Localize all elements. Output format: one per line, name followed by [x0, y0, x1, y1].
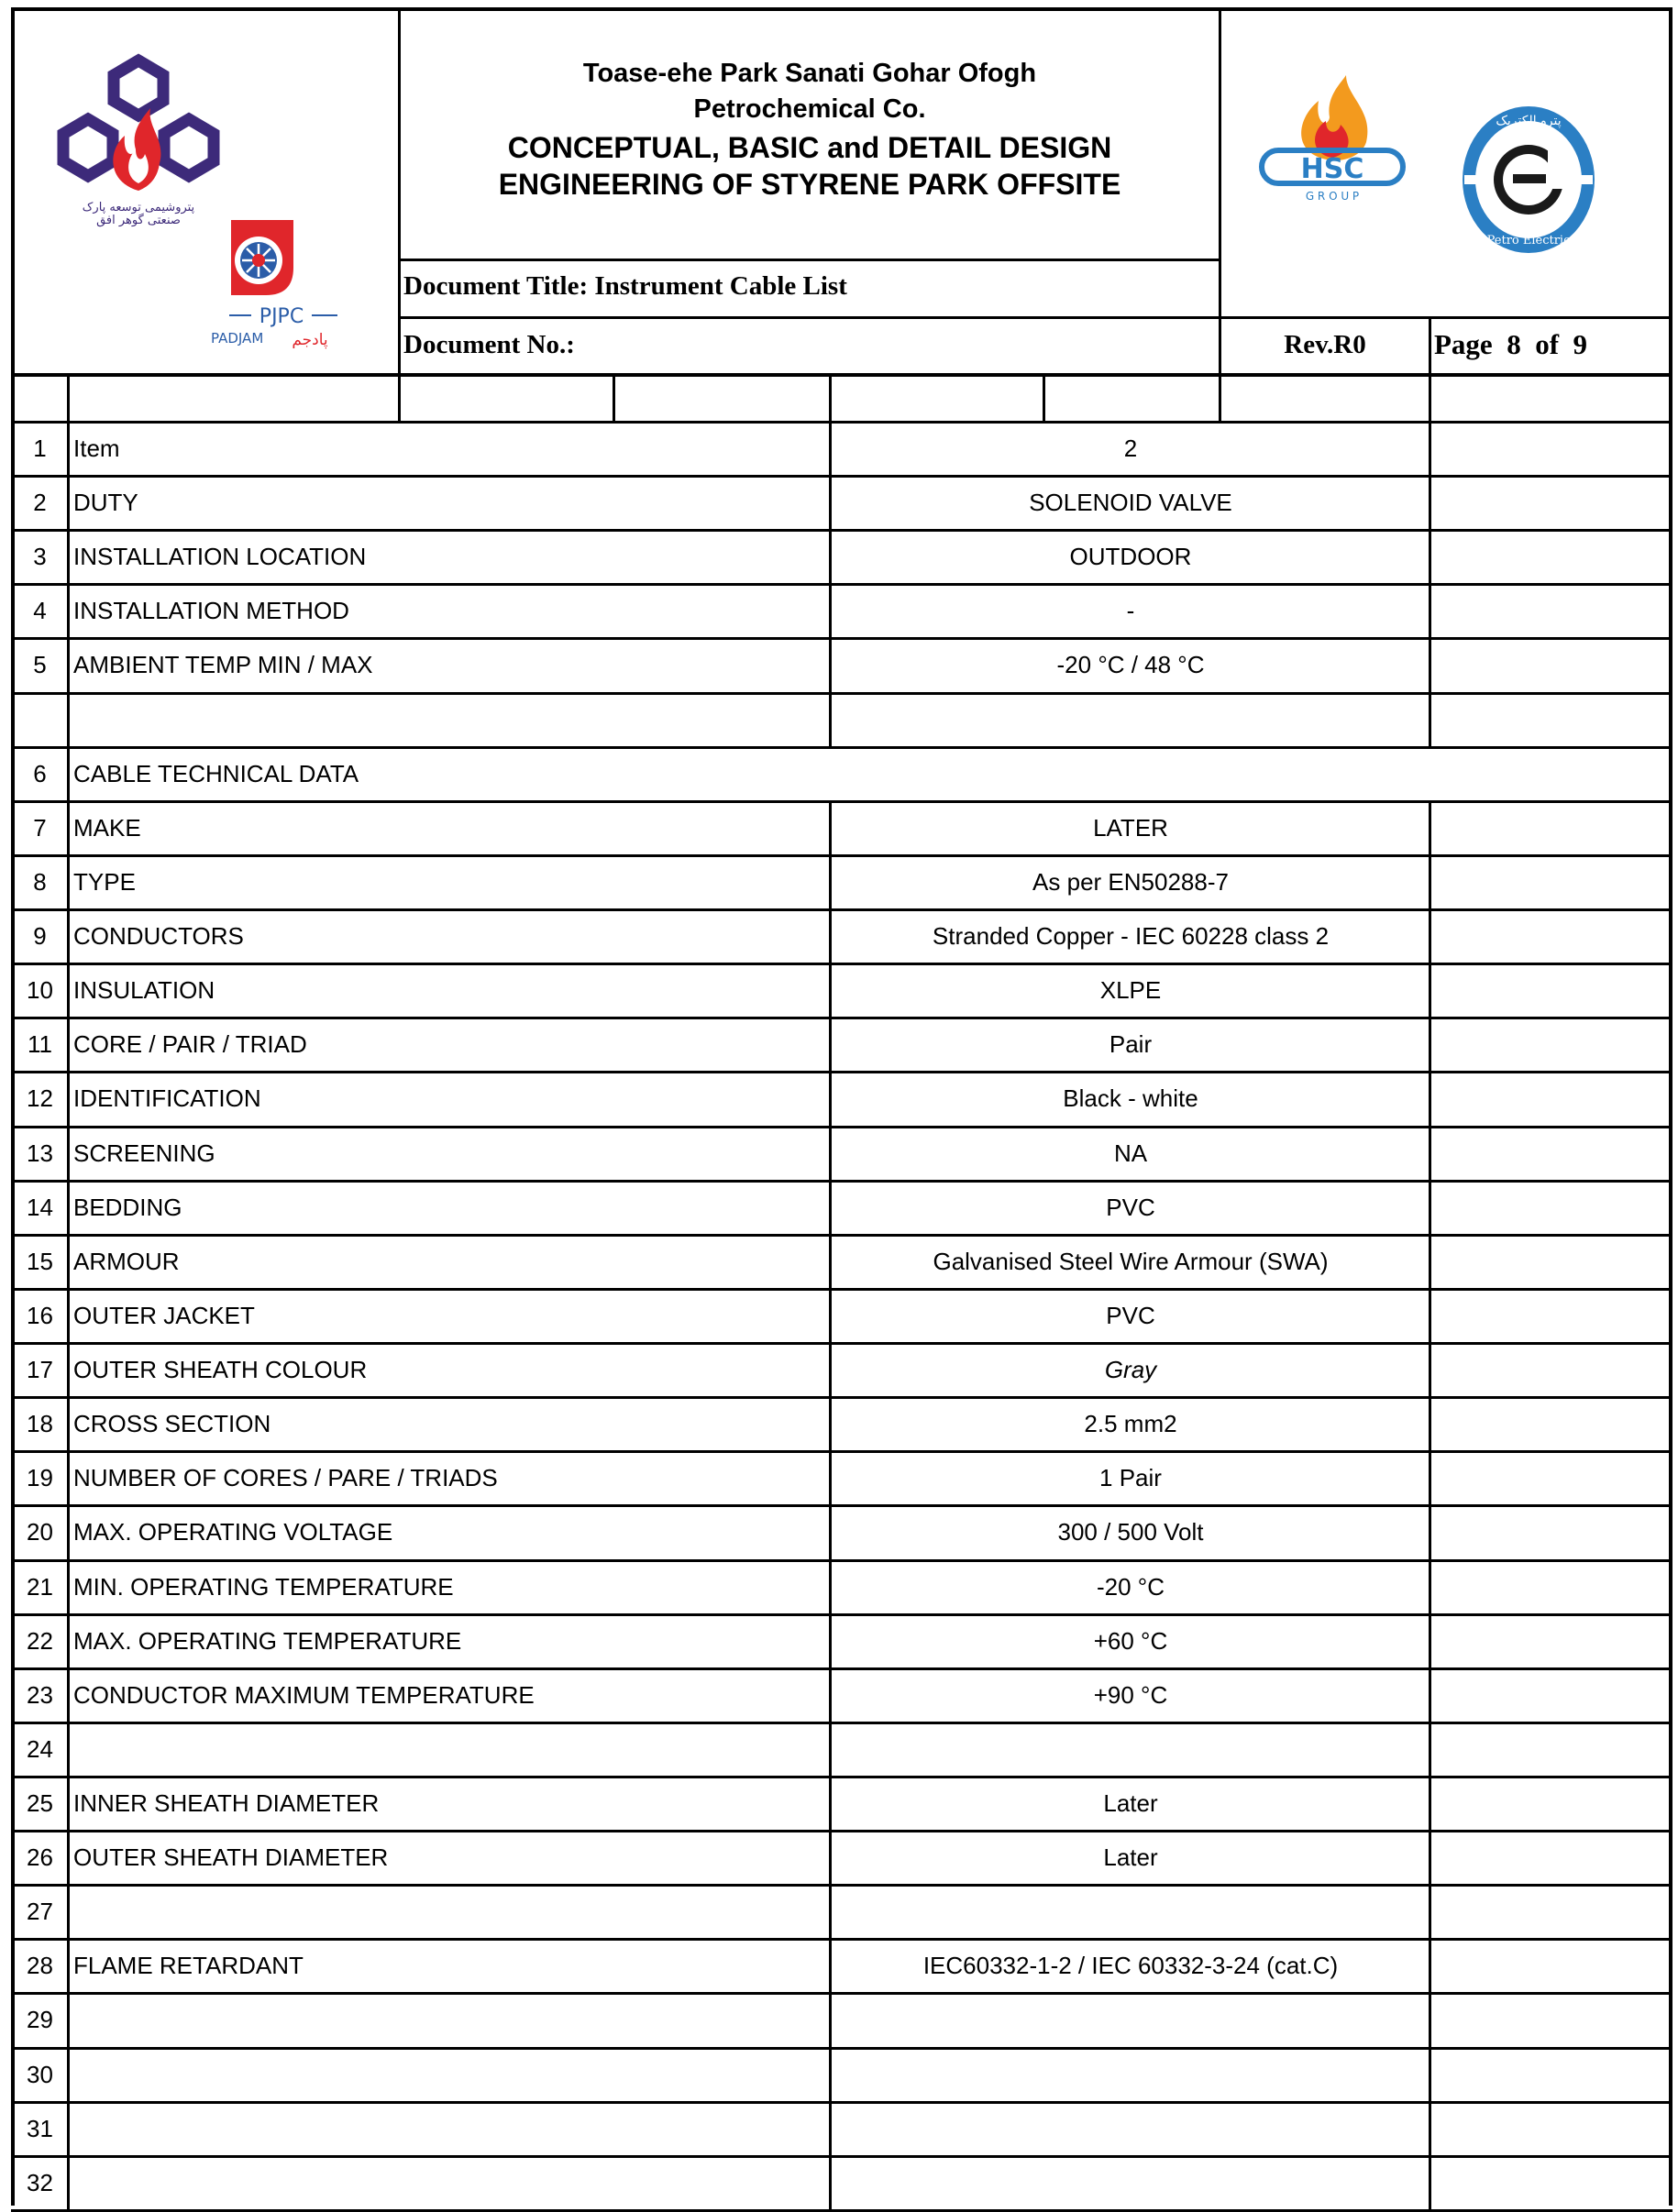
gohar-ofogh-text-1: پتروشیمی توسعه پارک — [82, 201, 195, 215]
padjam-fa-text: پادجم — [292, 331, 328, 349]
row-number: 1 — [33, 435, 47, 462]
row-label: CROSS SECTION — [73, 1410, 271, 1437]
row-number: 12 — [27, 1084, 53, 1112]
row-label: MAX. OPERATING VOLTAGE — [73, 1518, 393, 1546]
row-value: Gray — [1104, 1356, 1157, 1383]
row-label: OUTER SHEATH DIAMETER — [73, 1843, 389, 1871]
row-value: - — [1126, 597, 1135, 624]
row-label: MIN. OPERATING TEMPERATURE — [73, 1573, 454, 1601]
project-title-line2: ENGINEERING OF STYRENE PARK OFFSITE — [498, 168, 1121, 201]
row-number: 22 — [27, 1627, 53, 1655]
row-value: Pair — [1109, 1030, 1153, 1058]
row-number: 31 — [27, 2115, 53, 2142]
row-label: OUTER JACKET — [73, 1302, 255, 1329]
row-number: 26 — [27, 1843, 53, 1871]
row-value: NA — [1113, 1139, 1148, 1167]
row-number: 29 — [27, 2006, 53, 2033]
row-label: SCREENING — [73, 1139, 215, 1167]
document-number: Document No.: — [403, 330, 575, 359]
row-label: CONDUCTOR MAXIMUM TEMPERATURE — [73, 1681, 535, 1709]
row-value: Black - white — [1063, 1084, 1198, 1112]
row-value: PVC — [1106, 1194, 1155, 1221]
row-number: 19 — [27, 1464, 53, 1491]
petro-electric-text: Petro Electric — [1486, 234, 1571, 248]
row-label: INNER SHEATH DIAMETER — [73, 1789, 380, 1817]
row-label: CORE / PAIR / TRIAD — [73, 1030, 307, 1058]
pjpc-text: PJPC — [259, 305, 304, 328]
company-name-line2: Petrochemical Co. — [693, 94, 926, 124]
row-number: 16 — [27, 1302, 53, 1329]
row-label: Item — [73, 435, 120, 462]
row-value: SOLENOID VALVE — [1029, 489, 1232, 516]
petro-electric-logo — [1460, 99, 1597, 259]
row-number: 6 — [33, 760, 47, 787]
row-number: 9 — [33, 922, 47, 950]
row-number: 13 — [27, 1139, 53, 1167]
row-value: -20 °C — [1097, 1573, 1165, 1601]
row-number: 2 — [33, 489, 47, 516]
row-label: MAKE — [73, 814, 141, 842]
row-number: 10 — [27, 976, 53, 1004]
row-number: 21 — [27, 1573, 53, 1601]
row-number: 5 — [33, 651, 47, 678]
row-label: INSULATION — [73, 976, 215, 1004]
row-number: 28 — [27, 1952, 53, 1979]
hsc-group-logo — [1254, 73, 1410, 211]
petro-electric-fa-text: پترو الکتریک — [1496, 114, 1562, 128]
row-number: 3 — [33, 543, 47, 570]
row-number: 27 — [27, 1898, 53, 1925]
row-label: FLAME RETARDANT — [73, 1952, 304, 1979]
row-value: XLPE — [1099, 976, 1162, 1004]
document-title: Document Title: Instrument Cable List — [403, 271, 847, 301]
padjam-text: PADJAM — [211, 330, 264, 347]
row-number: 11 — [28, 1030, 52, 1058]
row-value: As per EN50288-7 — [1032, 868, 1229, 896]
gohar-ofogh-text-2: صنعتی گوهر افق — [96, 214, 181, 227]
hsc-text: HSC — [1300, 153, 1364, 185]
row-label: OUTER SHEATH COLOUR — [73, 1356, 368, 1383]
row-number: 25 — [27, 1789, 53, 1817]
row-label: NUMBER OF CORES / PARE / TRIADS — [73, 1464, 498, 1491]
row-value: 300 / 500 Volt — [1057, 1518, 1204, 1546]
row-number: 4 — [33, 597, 47, 624]
row-value: Stranded Copper - IEC 60228 class 2 — [932, 922, 1330, 950]
row-number: 30 — [27, 2061, 53, 2088]
row-value: Galvanised Steel Wire Armour (SWA) — [933, 1248, 1329, 1275]
row-label: MAX. OPERATING TEMPERATURE — [73, 1627, 462, 1655]
row-number: 8 — [33, 868, 47, 896]
row-label: INSTALLATION METHOD — [73, 597, 349, 624]
project-title-line1: CONCEPTUAL, BASIC and DETAIL DESIGN — [507, 131, 1112, 164]
row-value: IEC60332-1-2 / IEC 60332-3-24 (cat.C) — [922, 1952, 1339, 1979]
row-label: DUTY — [73, 489, 138, 516]
row-value: +60 °C — [1093, 1627, 1168, 1655]
row-label: CONDUCTORS — [73, 922, 244, 950]
row-value: OUTDOOR — [1069, 543, 1192, 570]
row-value: +90 °C — [1093, 1681, 1168, 1709]
revision-label: Rev.R0 — [1284, 330, 1366, 359]
row-number: 23 — [27, 1681, 53, 1709]
page-number: Page 8 of 9 — [1434, 328, 1588, 360]
row-value: LATER — [1093, 814, 1168, 842]
row-value: 1 Pair — [1099, 1464, 1162, 1491]
row-number: 15 — [27, 1248, 53, 1275]
row-value: 2.5 mm2 — [1084, 1410, 1177, 1437]
row-value: PVC — [1106, 1302, 1155, 1329]
row-number: 32 — [27, 2169, 53, 2196]
gohar-ofogh-logo — [51, 53, 226, 227]
row-number: 14 — [27, 1194, 53, 1221]
hsc-group-text: G R O U P — [1305, 190, 1360, 203]
row-number: 24 — [27, 1735, 53, 1763]
row-value: -20 °C / 48 °C — [1056, 651, 1205, 678]
row-label: INSTALLATION LOCATION — [73, 543, 367, 570]
pjpc-padjam-logo — [204, 213, 359, 350]
row-label: IDENTIFICATION — [73, 1084, 261, 1112]
row-number: 20 — [27, 1518, 53, 1546]
row-label: TYPE — [73, 868, 136, 896]
row-number: 17 — [27, 1356, 53, 1383]
row-label: ARMOUR — [73, 1248, 180, 1275]
row-value: Later — [1103, 1843, 1158, 1871]
company-name-line1: Toase-ehe Park Sanati Gohar Ofogh — [582, 59, 1037, 88]
section-title: CABLE TECHNICAL DATA — [73, 760, 359, 787]
row-value: Later — [1103, 1789, 1158, 1817]
row-label: AMBIENT TEMP MIN / MAX — [73, 651, 373, 678]
row-number: 7 — [33, 814, 47, 842]
row-number: 18 — [27, 1410, 53, 1437]
row-label: BEDDING — [73, 1194, 182, 1221]
row-value: 2 — [1123, 435, 1138, 462]
